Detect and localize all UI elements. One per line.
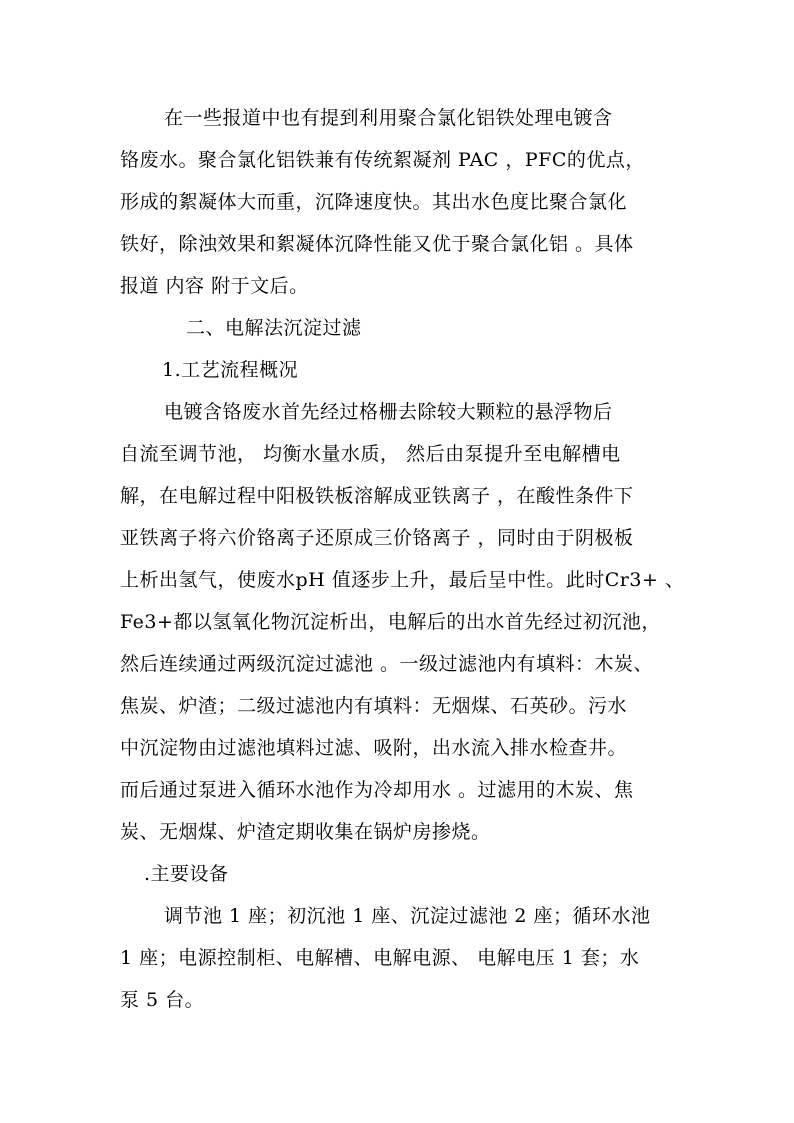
paragraph-1-line-2: 铬废水。聚合氯化铝铁兼有传统絮凝剂 PAC ，PFC的优点， [120, 149, 645, 171]
paragraph-2-line-2: 自流至调节池， 均衡水量水质， 然后由泵提升至电解槽电 [120, 443, 621, 465]
paragraph-2-line-9: 中沉淀物由过滤池填料过滤、吸附，出水流入排水检查井。 [120, 737, 628, 759]
paragraph-2-line-10: 而后通过泵进入循环水池作为冷却用水 。过滤用的木炭、焦 [120, 779, 634, 801]
paragraph-2-line-11: 炭、无烟煤、炉渣定期收集在锅炉房掺烧。 [120, 821, 491, 843]
paragraph-2-line-7: 然后连续通过两级沉淀过滤池 。一级过滤池内有填料：木炭、 [120, 653, 654, 675]
paragraph-2-line-3: 解，在电解过程中阳极铁板溶解成亚铁离子 ，在酸性条件下 [120, 485, 634, 507]
paragraph-2-line-8: 焦炭、炉渣；二级过滤池内有填料：无烟煤、石英砂。污水 [120, 695, 628, 717]
paragraph-3-line-3: 泵 5 台。 [120, 989, 205, 1011]
paragraph-3-line-2: 1 座；电源控制柜、电解槽、电解电源、 电解电压 1 套；水 [120, 947, 640, 969]
paragraph-1-line-3: 形成的絮凝体大而重，沉降速度快。其出水色度比聚合氯化 [120, 191, 628, 213]
paragraph-1-line-5: 报道 内容 附于文后。 [120, 275, 309, 297]
paragraph-1-line-1: 在一些报道中也有提到利用聚合氯化铝铁处理电镀含 [164, 107, 613, 129]
paragraph-2-line-4: 亚铁离子将六价铬离子还原成三价铬离子 ，同时由于阴极板 [120, 527, 634, 549]
subsection-heading-equipment: .主要设备 [144, 863, 229, 885]
subsection-heading-process: 1.工艺流程概况 [162, 359, 299, 381]
paragraph-2-line-5: 上析出氢气，使废水pH 值逐步上升，最后呈中性。此时Cr3+ 、 [120, 569, 685, 591]
paragraph-2-line-6: Fe3+都以氢氧化物沉淀析出，电解后的出水首先经过初沉池， [120, 611, 661, 633]
section-heading: 二、电解法沉淀过滤 [186, 317, 362, 339]
paragraph-1-line-4: 铁好，除浊效果和絮凝体沉降性能又优于聚合氯化铝 。具体 [120, 233, 634, 255]
paragraph-3-line-1: 调节池 1 座；初沉池 1 座、沉淀过滤池 2 座；循环水池 [164, 905, 651, 927]
paragraph-2-line-1: 电镀含铬废水首先经过格栅去除较大颗粒的悬浮物后 [164, 401, 613, 423]
